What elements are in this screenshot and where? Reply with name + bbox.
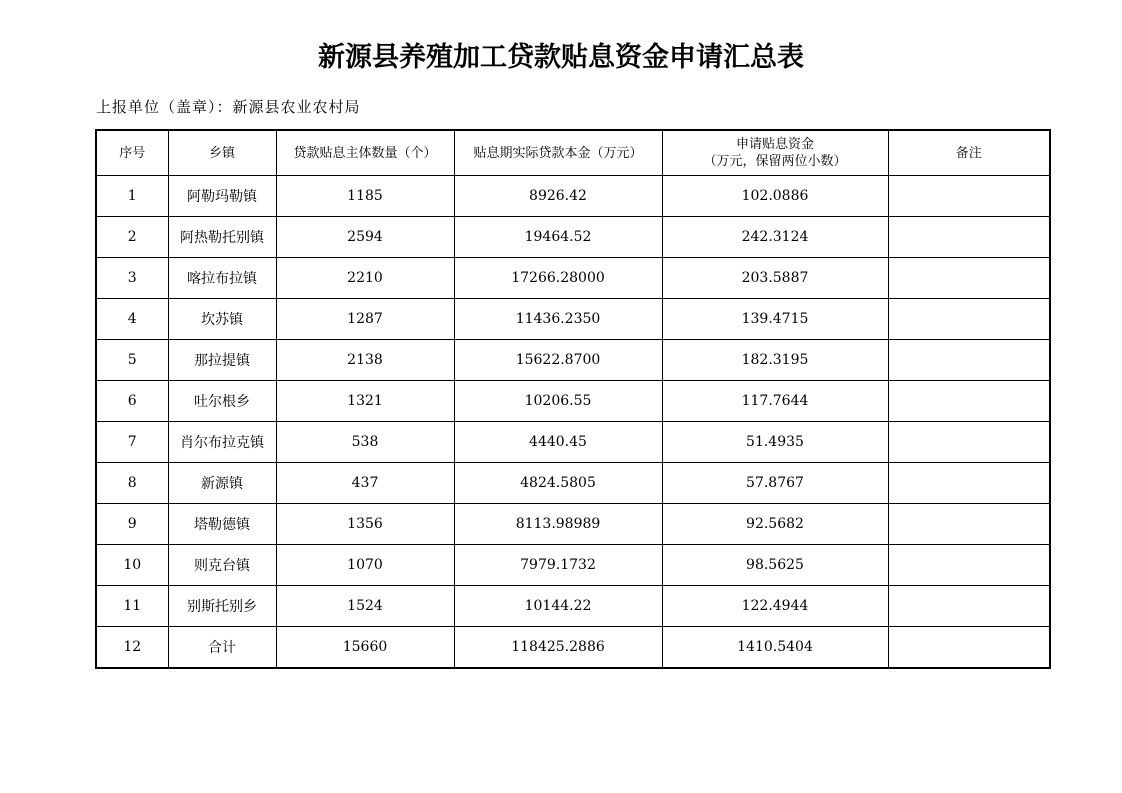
header-remark: 备注 bbox=[888, 130, 1050, 176]
cell-subsidy: 51.4935 bbox=[662, 422, 888, 463]
cell-principal: 7979.1732 bbox=[454, 545, 662, 586]
header-subsidy-line2: （万元，保留两位小数） bbox=[703, 154, 847, 169]
cell-count: 2594 bbox=[276, 217, 454, 258]
table-row bbox=[96, 463, 1050, 504]
cell-town: 则克台镇 bbox=[168, 545, 276, 586]
header-no: 序号 bbox=[96, 130, 168, 176]
cell-no: 7 bbox=[96, 422, 168, 463]
cell-no: 2 bbox=[96, 217, 168, 258]
cell-principal: 10206.55 bbox=[454, 381, 662, 422]
cell-subsidy: 122.4944 bbox=[662, 586, 888, 627]
cell-remark bbox=[888, 381, 1050, 422]
cell-no: 10 bbox=[96, 545, 168, 586]
table-row bbox=[96, 176, 1050, 217]
cell-remark bbox=[888, 258, 1050, 299]
cell-count: 1321 bbox=[276, 381, 454, 422]
cell-no: 8 bbox=[96, 463, 168, 504]
header-principal: 贴息期实际贷款本金（万元） bbox=[454, 130, 662, 176]
table-row bbox=[96, 299, 1050, 340]
cell-count: 1070 bbox=[276, 545, 454, 586]
table-row bbox=[96, 217, 1050, 258]
table-row bbox=[96, 545, 1050, 586]
cell-principal: 15622.8700 bbox=[454, 340, 662, 381]
cell-town: 阿勒玛勒镇 bbox=[168, 176, 276, 217]
cell-no: 6 bbox=[96, 381, 168, 422]
cell-principal: 4440.45 bbox=[454, 422, 662, 463]
cell-count: 15660 bbox=[276, 627, 454, 669]
cell-town: 新源镇 bbox=[168, 463, 276, 504]
cell-remark bbox=[888, 340, 1050, 381]
cell-no: 5 bbox=[96, 340, 168, 381]
cell-town: 阿热勒托别镇 bbox=[168, 217, 276, 258]
cell-subsidy: 57.8767 bbox=[662, 463, 888, 504]
cell-town: 合计 bbox=[168, 627, 276, 669]
cell-count: 1287 bbox=[276, 299, 454, 340]
cell-principal: 8926.42 bbox=[454, 176, 662, 217]
cell-principal: 118425.2886 bbox=[454, 627, 662, 669]
cell-count: 1185 bbox=[276, 176, 454, 217]
cell-town: 那拉提镇 bbox=[168, 340, 276, 381]
table-header-row bbox=[96, 130, 1050, 176]
table-row bbox=[96, 258, 1050, 299]
cell-no: 9 bbox=[96, 504, 168, 545]
cell-subsidy: 1410.5404 bbox=[662, 627, 888, 669]
header-subsidy bbox=[662, 130, 888, 176]
reporting-unit: 上报单位（盖章）：新源县农业农村局 bbox=[96, 98, 361, 116]
cell-count: 437 bbox=[276, 463, 454, 504]
cell-count: 538 bbox=[276, 422, 454, 463]
cell-no: 4 bbox=[96, 299, 168, 340]
cell-no: 12 bbox=[96, 627, 168, 669]
cell-subsidy: 242.3124 bbox=[662, 217, 888, 258]
cell-no: 1 bbox=[96, 176, 168, 217]
header-count: 贷款贴息主体数量（个） bbox=[276, 130, 454, 176]
header-subsidy-line1: 申请贴息资金 bbox=[735, 137, 814, 152]
cell-subsidy: 92.5682 bbox=[662, 504, 888, 545]
summary-table bbox=[95, 129, 1051, 669]
cell-remark bbox=[888, 627, 1050, 669]
cell-principal: 10144.22 bbox=[454, 586, 662, 627]
cell-subsidy: 182.3195 bbox=[662, 340, 888, 381]
cell-town: 喀拉布拉镇 bbox=[168, 258, 276, 299]
cell-remark bbox=[888, 463, 1050, 504]
cell-town: 吐尔根乡 bbox=[168, 381, 276, 422]
cell-no: 11 bbox=[96, 586, 168, 627]
cell-remark bbox=[888, 586, 1050, 627]
cell-principal: 8113.98989 bbox=[454, 504, 662, 545]
table-row bbox=[96, 422, 1050, 463]
table-row bbox=[96, 504, 1050, 545]
table-row bbox=[96, 586, 1050, 627]
cell-remark bbox=[888, 299, 1050, 340]
cell-remark bbox=[888, 504, 1050, 545]
cell-subsidy: 102.0886 bbox=[662, 176, 888, 217]
cell-no: 3 bbox=[96, 258, 168, 299]
cell-principal: 11436.2350 bbox=[454, 299, 662, 340]
cell-principal: 17266.28000 bbox=[454, 258, 662, 299]
cell-principal: 19464.52 bbox=[454, 217, 662, 258]
table-total-row bbox=[96, 627, 1050, 669]
cell-town: 别斯托别乡 bbox=[168, 586, 276, 627]
header-town: 乡镇 bbox=[168, 130, 276, 176]
cell-subsidy: 139.4715 bbox=[662, 299, 888, 340]
cell-count: 1356 bbox=[276, 504, 454, 545]
cell-subsidy: 117.7644 bbox=[662, 381, 888, 422]
table-row bbox=[96, 381, 1050, 422]
cell-count: 2210 bbox=[276, 258, 454, 299]
page-title: 新源县养殖加工贷款贴息资金申请汇总表 bbox=[318, 42, 804, 73]
cell-remark bbox=[888, 545, 1050, 586]
cell-subsidy: 203.5887 bbox=[662, 258, 888, 299]
cell-remark bbox=[888, 176, 1050, 217]
cell-count: 2138 bbox=[276, 340, 454, 381]
cell-town: 肖尔布拉克镇 bbox=[168, 422, 276, 463]
cell-town: 塔勒德镇 bbox=[168, 504, 276, 545]
table-row bbox=[96, 340, 1050, 381]
cell-principal: 4824.5805 bbox=[454, 463, 662, 504]
cell-town: 坎苏镇 bbox=[168, 299, 276, 340]
cell-remark bbox=[888, 217, 1050, 258]
cell-count: 1524 bbox=[276, 586, 454, 627]
cell-subsidy: 98.5625 bbox=[662, 545, 888, 586]
cell-remark bbox=[888, 422, 1050, 463]
